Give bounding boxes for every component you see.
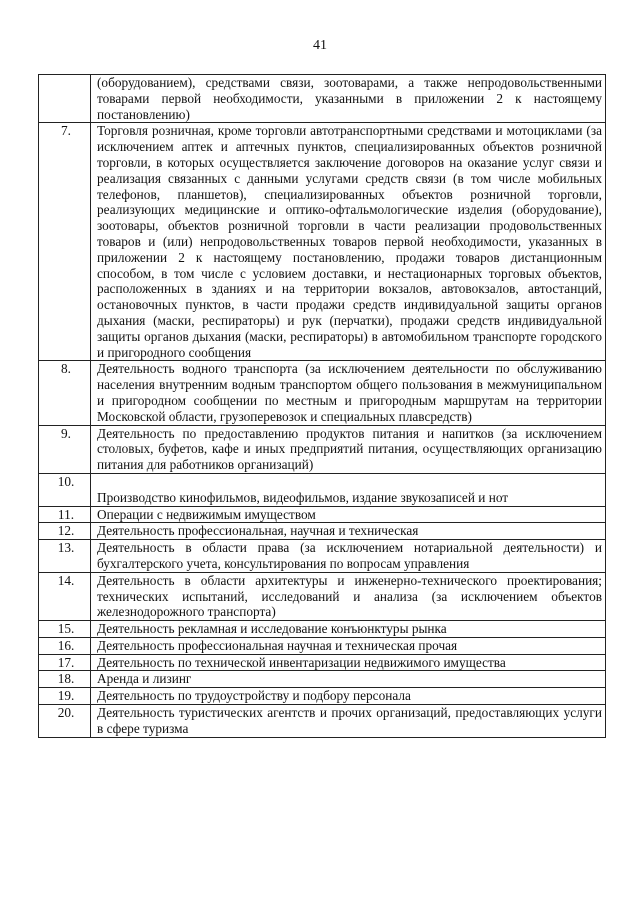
row-text: Торговля розничная, кроме торговли автотранспортными средствами и мотоциклами (за исключением аптек и аптечных пунктов, специализированных объектов розничной торговли, в которых осуществляется заключение договоров на оказание услуг связи и реализация связанных с данными услугами средств связи (в том числе мобильных телефонов, планшетов), специализированных объектов розничной торговли, реализующих медицинские и оптико-офтальмологические изделия (оборудование), зоотовары, объектов розничной торговли в части реализации продовольственных товаров и (или) непродовольственных товаров первой необходимости, указанных в приложении 2 к настоящему постановлению, продажи товаров дистанционным способом, в том числе с условием доставки, и нестационарных торговых объектов, расположенных в зданиях и на территории вокзалов, автовокзалов, автостанций, остановочных пунктов, в части продажи средств индивидуальной защиты органов дыхания (маски, респираторы) и рук (перчатки), продажи средств индивидуальной защиты органов дыхания (маски, респираторы) в автомобильном транспорте городского и пригородного сообщения xyxy=(91,123,606,361)
row-number: 10. xyxy=(39,473,91,506)
row-text-cell xyxy=(91,473,606,506)
row-text: Деятельность в области архитектуры и инженерно-технического проектирования; технических испытаний, исследований и анализа (за исключением объектов железнодорожного транспорта) xyxy=(91,572,606,620)
row-text: Деятельность в области права (за исключением нотариальной деятельности) и бухгалтерского учета, консультирования по вопросам управления xyxy=(91,540,606,573)
row-number: 9. xyxy=(39,425,91,473)
table-row xyxy=(39,523,606,540)
row-number: 8. xyxy=(39,361,91,425)
table-row xyxy=(39,506,606,523)
table-row xyxy=(39,688,606,705)
row-text: Деятельность профессиональная научная и техническая прочая xyxy=(91,637,606,654)
row-number: 14. xyxy=(39,572,91,620)
page-number: 41 xyxy=(313,38,327,53)
table-row xyxy=(39,123,606,361)
row-text: Деятельность по предоставлению продуктов питания и напитков (за исключением столовых, буфетов, кафе и иных предприятий питания, осуществляющих организацию питания для работников организаций) xyxy=(91,425,606,473)
table-row xyxy=(39,637,606,654)
row-number: 17. xyxy=(39,654,91,671)
row-text: Деятельность водного транспорта (за исключением деятельности по обслуживанию населения внутренним водным транспортом общего пользования в межмуниципальном и пригородном сообщении по местным и пригородным маршрутам на территории Московской области, грузоперевозок и специальных плавсредств) xyxy=(91,361,606,425)
row-number: 16. xyxy=(39,637,91,654)
row-number: 15. xyxy=(39,621,91,638)
row-text: Аренда и лизинг xyxy=(91,671,606,688)
table-row xyxy=(39,671,606,688)
table-row xyxy=(39,75,606,123)
row-text: Деятельность туристических агентств и прочих организаций, предоставляющих услуги в сфере туризма xyxy=(91,705,606,738)
table-row xyxy=(39,473,606,506)
row-number: 7. xyxy=(39,123,91,361)
activities-table xyxy=(38,74,606,738)
row-number: 20. xyxy=(39,705,91,738)
row-text: Деятельность по технической инвентаризации недвижимого имущества xyxy=(91,654,606,671)
blank-line xyxy=(97,474,602,490)
row-text: Производство кинофильмов, видеофильмов, издание звукозаписей и нот xyxy=(97,489,509,505)
row-text: Деятельность профессиональная, научная и техническая xyxy=(91,523,606,540)
table-row xyxy=(39,654,606,671)
row-text: (оборудованием), средствами связи, зоотоварами, а также непродовольственными товарами первой необходимости, указанными в приложении 2 к настоящему постановлению) xyxy=(91,75,606,123)
row-number xyxy=(39,75,91,123)
table-row xyxy=(39,425,606,473)
row-text: Операции с недвижимым имуществом xyxy=(91,506,606,523)
row-number: 13. xyxy=(39,540,91,573)
row-number: 12. xyxy=(39,523,91,540)
row-number: 11. xyxy=(39,506,91,523)
row-text: Деятельность рекламная и исследование конъюнктуры рынка xyxy=(91,621,606,638)
table-row xyxy=(39,572,606,620)
table-row xyxy=(39,361,606,425)
table-row xyxy=(39,705,606,738)
table-row xyxy=(39,621,606,638)
table-row xyxy=(39,540,606,573)
row-number: 19. xyxy=(39,688,91,705)
activities-table-body xyxy=(39,75,606,738)
row-text: Деятельность по трудоустройству и подбору персонала xyxy=(91,688,606,705)
row-number: 18. xyxy=(39,671,91,688)
